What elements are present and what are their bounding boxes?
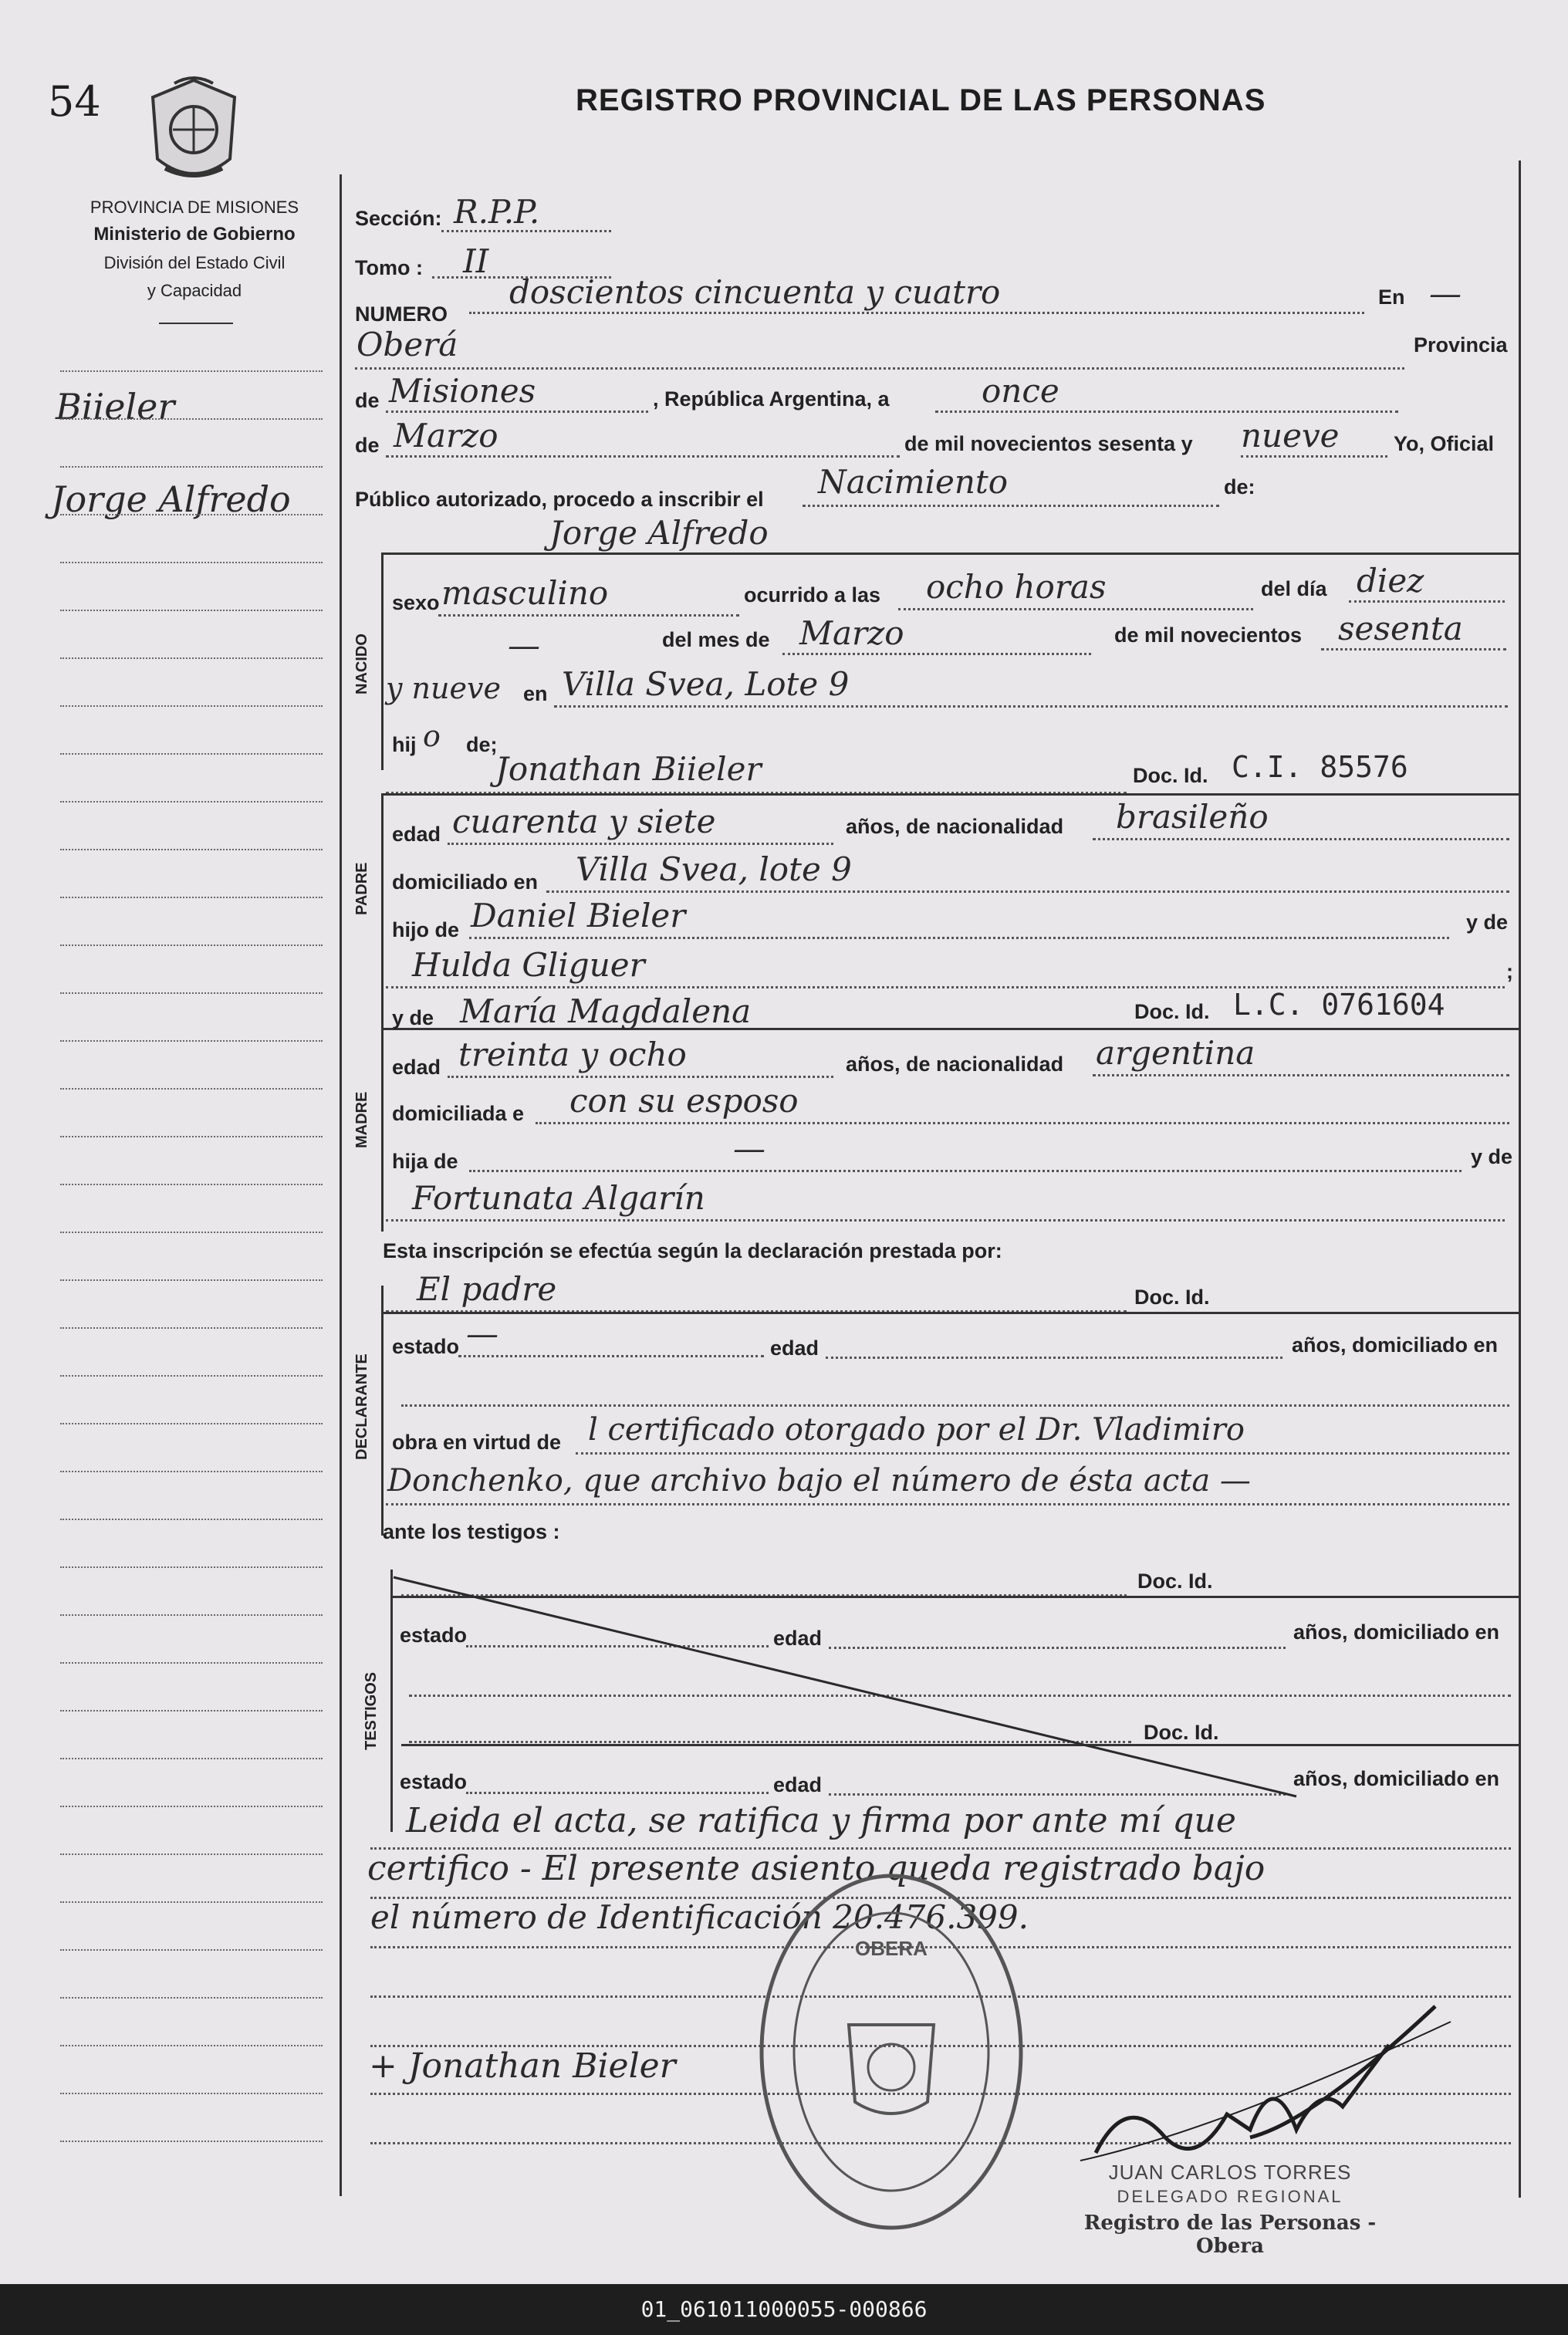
- padre-mother-value: Hulda Gliguer: [412, 946, 645, 984]
- declarante-doc-label: Doc. Id.: [1134, 1286, 1210, 1309]
- declarante-name-value: El padre: [417, 1270, 557, 1308]
- testigo2-dom-label: años, domiciliado en: [1293, 1767, 1500, 1790]
- numero-label: NUMERO: [355, 302, 448, 326]
- testigo1-dom-label: años, domiciliado en: [1293, 1620, 1500, 1644]
- padre-dom-label: domiciliado en: [392, 870, 539, 894]
- closing-line-3: el número de Identificación 20.476.399.: [370, 1898, 1029, 1936]
- month-value: Marzo: [394, 417, 498, 454]
- mes-value: Marzo: [799, 614, 904, 652]
- declarante-dom-label: años, domiciliado en: [1292, 1333, 1499, 1357]
- padre-nac-label: años, de nacionalidad: [846, 815, 1064, 838]
- tomo-label: Tomo :: [355, 256, 423, 279]
- padre-section-label: PADRE: [353, 862, 370, 915]
- declarante-section-label: DECLARANTE: [353, 1353, 370, 1460]
- de3-label: de:: [1224, 475, 1255, 498]
- official-seal: [756, 1870, 1026, 2233]
- testigo1-doc-label: Doc. Id.: [1137, 1570, 1213, 1593]
- oficial-label: Yo, Oficial: [1394, 432, 1495, 455]
- ministry-line-3: División del Estado Civil: [103, 253, 286, 272]
- madre-mother-value: Fortunata Algarín: [412, 1179, 705, 1217]
- hijo-label-a: hij: [392, 733, 417, 756]
- seal-text: OBERA: [855, 1937, 928, 1960]
- nacido-en-label: en: [523, 682, 548, 705]
- place-value: Oberá: [357, 326, 458, 363]
- tomo-value: II: [463, 242, 489, 280]
- document-title: REGISTRO PROVINCIAL DE LAS PERSONAS: [576, 83, 1266, 117]
- provincia-label: Provincia: [1414, 333, 1508, 357]
- padre-name-value: Jonathan Biieler: [495, 750, 762, 788]
- declarante-intro: Esta inscripción se efectúa según la declaración prestada por:: [383, 1239, 1002, 1262]
- closing-line-1: Leida el acta, se ratifica y firma por ante mí que: [406, 1801, 1236, 1840]
- declarante-estado-label: estado: [392, 1335, 460, 1358]
- padre-edad-value: cuarenta y siete: [452, 803, 716, 840]
- padre-hijo-label: hijo de: [392, 918, 459, 941]
- anio-value: sesenta: [1338, 610, 1463, 647]
- madre-yde2-label: y de: [1471, 1145, 1513, 1168]
- margin-names: Jorge Alfredo: [51, 478, 291, 520]
- testigo1-edad-label: edad: [773, 1627, 823, 1650]
- day-value: once: [982, 372, 1059, 410]
- nacido-name-value: Jorge Alfredo: [549, 514, 769, 552]
- madre-edad-value: treinta y ocho: [458, 1036, 687, 1073]
- testigos-intro: ante los testigos :: [383, 1520, 560, 1543]
- sexo-value: masculino: [441, 574, 609, 612]
- lugar-value: Villa Svea, Lote 9: [562, 665, 850, 703]
- year-value: nueve: [1241, 417, 1340, 454]
- padre-nac-value: brasileño: [1116, 798, 1269, 836]
- sexo-label: sexo: [392, 591, 440, 614]
- ocurrido-label: ocurrido a las: [744, 583, 881, 607]
- declarant-signature: + Jonathan Bieler: [369, 2046, 676, 2086]
- declarante-estado-value: —: [466, 1315, 498, 1353]
- padre-dom-value: Villa Svea, lote 9: [576, 850, 852, 888]
- en-value: —: [1429, 275, 1462, 313]
- province-value: Misiones: [389, 372, 536, 410]
- hora-value: ocho horas: [926, 568, 1107, 606]
- official-signature: [1065, 1975, 1466, 2176]
- madre-section-label: MADRE: [353, 1091, 370, 1148]
- dia-value: diez: [1357, 562, 1424, 600]
- publico-label: Público autorizado, procedo a inscribir el: [355, 488, 764, 511]
- margin-surname: Biieler: [56, 386, 175, 427]
- image-id-footer: 01_061011000055-000866: [0, 2284, 1568, 2335]
- madre-dom-value: con su esposo: [569, 1082, 799, 1120]
- de2-label: de: [355, 434, 380, 457]
- mil-label: de mil novecientos: [1114, 623, 1303, 647]
- padre-yde-label: y de: [1466, 911, 1509, 934]
- de-label: de: [355, 389, 380, 412]
- declarante-edad-label: edad: [770, 1336, 819, 1360]
- ministry-line-4: y Capacidad: [147, 281, 242, 300]
- padre-doc-label: Doc. Id.: [1133, 764, 1208, 787]
- madre-edad-label: edad: [392, 1056, 441, 1079]
- hijo-value: o: [423, 719, 441, 753]
- madre-doc-label: Doc. Id.: [1134, 1000, 1210, 1023]
- nacido-dash: —: [508, 627, 540, 664]
- official-name: JUAN CARLOS TORRES: [1108, 2161, 1352, 2184]
- nacido-section-label: NACIDO: [353, 634, 370, 694]
- seccion-value: R.P.P.: [454, 193, 540, 231]
- padre-father-value: Daniel Bieler: [471, 897, 686, 934]
- padre-edad-label: edad: [392, 823, 441, 846]
- madre-dom-label: domiciliada e: [392, 1102, 525, 1125]
- ministry-line-1: PROVINCIA DE MISIONES: [90, 198, 299, 217]
- madre-nac-label: años, de nacionalidad: [846, 1053, 1064, 1076]
- declarante-obra-line-2: Donchenko, que archivo bajo el número de ésta acta —: [387, 1463, 1251, 1499]
- seccion-label: Sección:: [355, 207, 442, 230]
- dia-label: del día: [1261, 577, 1327, 600]
- testigo2-estado-label: estado: [400, 1770, 468, 1793]
- madre-name-value: María Magdalena: [460, 992, 752, 1030]
- madre-doc-value: L.C. 0761604: [1233, 988, 1445, 1022]
- official-role: DELEGADO REGIONAL: [1117, 2187, 1343, 2206]
- official-office: Registro de las Personas - Obera: [1083, 2212, 1377, 2258]
- padre-semicolon: ;: [1506, 960, 1513, 983]
- madre-nac-value: argentina: [1096, 1034, 1255, 1072]
- declarante-obra-line-1: l certificado otorgado por el Dr. Vladimiro: [588, 1412, 1245, 1448]
- page-number: 54: [48, 77, 101, 126]
- closing-line-2: certifico - El presente asiento queda registrado bajo: [367, 1849, 1266, 1888]
- en-label: En: [1378, 286, 1405, 309]
- hijo-label-b: de;: [466, 733, 498, 756]
- madre-hija-label: hija de: [392, 1150, 458, 1173]
- declarante-obra-label: obra en virtud de: [392, 1431, 562, 1454]
- numero-value: doscientos cincuenta y cuatro: [509, 273, 1001, 311]
- testigo2-edad-label: edad: [773, 1773, 823, 1796]
- anio2-value: y nueve: [386, 671, 501, 705]
- ministry-line-2: Ministerio de Gobierno: [93, 224, 296, 245]
- mes-label: del mes de: [662, 628, 770, 651]
- padre-doc-value: C.I. 85576: [1232, 750, 1408, 784]
- republica-label: , República Argentina, a: [653, 387, 890, 411]
- acto-value: Nacimiento: [818, 463, 1009, 501]
- testigos-section-label: TESTIGOS: [363, 1671, 380, 1750]
- testigo1-estado-label: estado: [400, 1624, 468, 1647]
- year-label: de mil novecientos sesenta y: [904, 432, 1193, 455]
- madre-yde-label: y de: [392, 1006, 434, 1029]
- madre-father-value: —: [733, 1130, 765, 1168]
- testigo2-doc-label: Doc. Id.: [1144, 1721, 1219, 1744]
